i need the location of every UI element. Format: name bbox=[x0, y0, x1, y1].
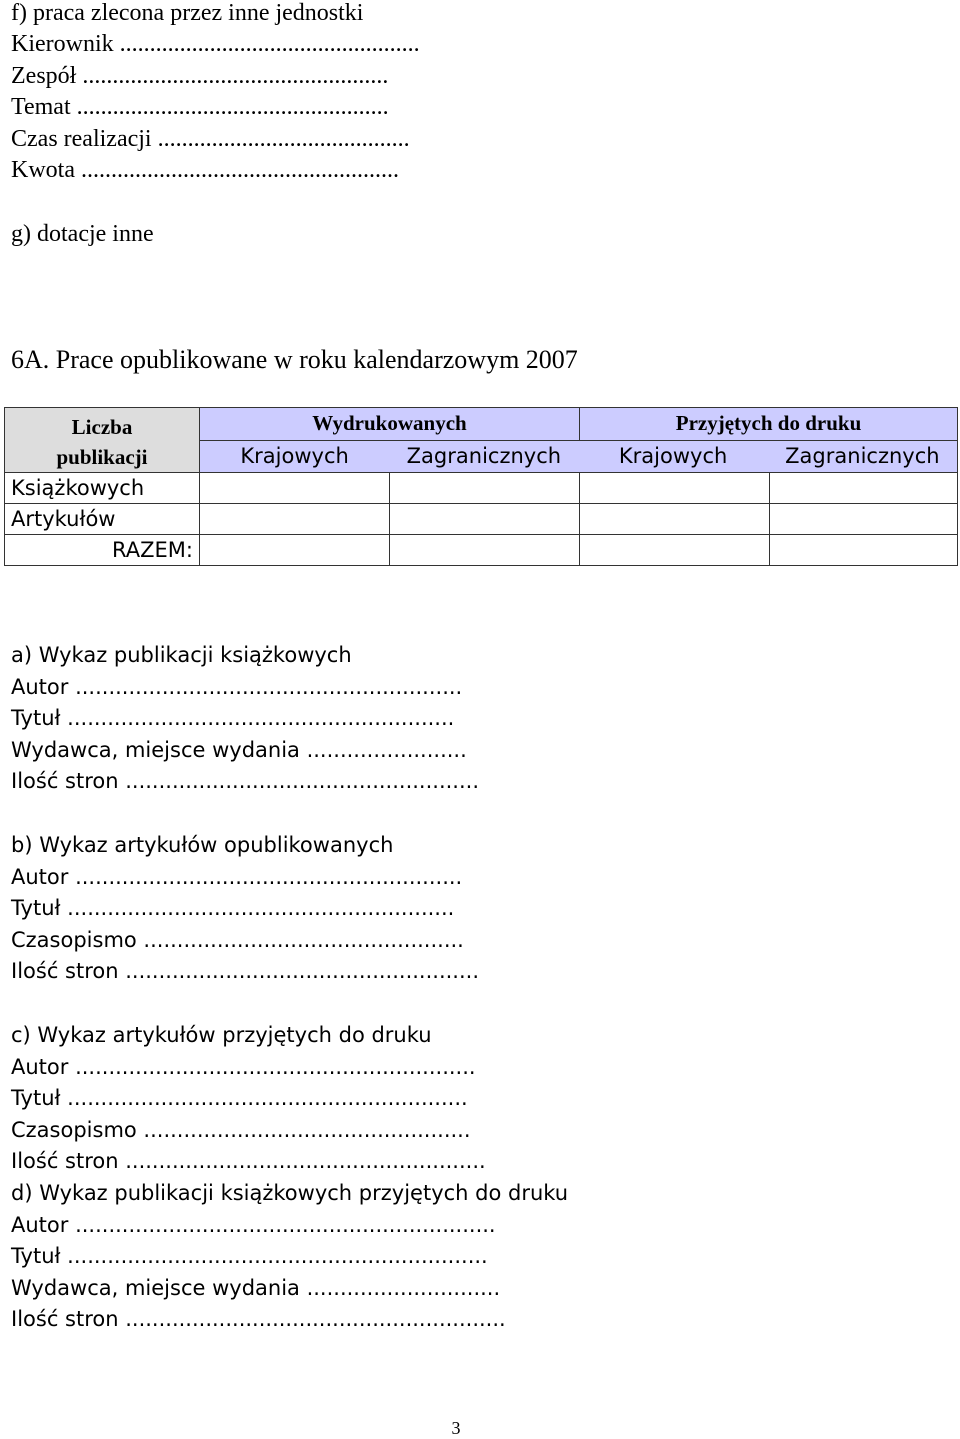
list-c-tytul: Tytuł ............................................................ bbox=[11, 1086, 468, 1110]
czas-realizacji-line: Czas realizacji .......................................... bbox=[11, 126, 410, 152]
cell bbox=[580, 535, 770, 566]
temat-line: Temat .................................................... bbox=[11, 94, 389, 120]
row-label-books: Książkowych bbox=[5, 473, 200, 504]
cell bbox=[200, 473, 390, 504]
subheader-zagranicznych-1: Zagranicznych bbox=[406, 444, 562, 469]
table-row bbox=[5, 473, 958, 504]
section-f-heading: f) praca zlecona przez inne jednostki bbox=[11, 0, 364, 26]
list-d-heading: d) Wykaz publikacji książkowych przyjętych do druku bbox=[11, 1181, 569, 1205]
section-g-heading: g) dotacje inne bbox=[11, 221, 154, 247]
cell bbox=[390, 473, 580, 504]
cell bbox=[770, 504, 958, 535]
list-d-strony: Ilość stron ......................................................... bbox=[11, 1307, 506, 1331]
table-row bbox=[5, 504, 958, 535]
list-d-wydawca: Wydawca, miejsce wydania ............................. bbox=[11, 1276, 501, 1300]
list-b-autor: Autor .......................................................... bbox=[11, 865, 463, 889]
list-c-czasopismo: Czasopismo ................................................. bbox=[11, 1118, 471, 1142]
cell bbox=[390, 535, 580, 566]
cell bbox=[200, 535, 390, 566]
list-a-tytul: Tytuł .......................................................... bbox=[11, 706, 455, 730]
list-a-heading: a) Wykaz publikacji książkowych bbox=[11, 643, 352, 667]
list-c-strony: Ilość stron ...................................................... bbox=[11, 1149, 486, 1173]
list-a-autor: Autor .......................................................... bbox=[11, 675, 463, 699]
list-d-tytul: Tytuł ............................................................... bbox=[11, 1244, 488, 1268]
list-d-autor: Autor ............................................................... bbox=[11, 1213, 496, 1237]
cell bbox=[390, 504, 580, 535]
kierownik-line: Kierownik .................................................. bbox=[11, 31, 420, 57]
subheader-krajowych-1: Krajowych bbox=[240, 444, 349, 469]
table-row bbox=[5, 535, 958, 566]
list-b-strony: Ilość stron ..................................................... bbox=[11, 959, 480, 983]
publications-table bbox=[4, 407, 958, 566]
subheader-krajowych-2: Krajowych bbox=[618, 444, 728, 469]
cell bbox=[770, 535, 958, 566]
group-header-accepted: Przyjętych do druku bbox=[580, 408, 958, 441]
cell bbox=[580, 504, 770, 535]
zespol-line: Zespół ................................................... bbox=[11, 63, 389, 89]
list-a-wydawca: Wydawca, miejsce wydania ........................ bbox=[11, 738, 467, 762]
kwota-line: Kwota ..................................................... bbox=[11, 157, 399, 183]
cell bbox=[200, 504, 390, 535]
subheader-row bbox=[200, 440, 958, 473]
row-label-articles: Artykułów bbox=[5, 504, 200, 535]
subheader-zagranicznych-2: Zagranicznych bbox=[785, 444, 940, 469]
group-header-printed: Wydrukowanych bbox=[200, 408, 580, 441]
section-6a-title: 6A. Prace opublikowane w roku kalendarzowym 2007 bbox=[11, 345, 578, 374]
list-c-autor: Autor ............................................................ bbox=[11, 1055, 476, 1079]
corner-label: Liczba publikacji bbox=[56, 415, 148, 469]
list-b-heading: b) Wykaz artykułów opublikowanych bbox=[11, 833, 394, 857]
table-corner-header bbox=[5, 408, 200, 473]
cell bbox=[580, 473, 770, 504]
row-label-total: RAZEM: bbox=[5, 535, 200, 566]
list-b-tytul: Tytuł .......................................................... bbox=[11, 896, 455, 920]
list-a-strony: Ilość stron ..................................................... bbox=[11, 769, 480, 793]
list-c-heading: c) Wykaz artykułów przyjętych do druku bbox=[11, 1023, 432, 1047]
cell bbox=[770, 473, 958, 504]
page-number: 3 bbox=[451, 1418, 461, 1438]
list-b-czasopismo: Czasopismo ................................................ bbox=[11, 928, 464, 952]
